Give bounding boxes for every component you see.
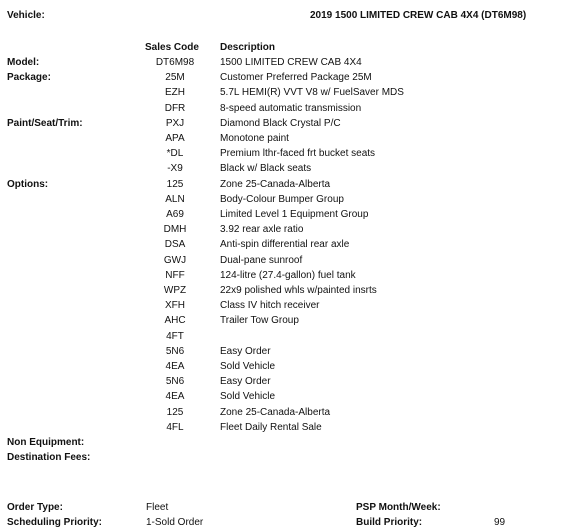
build-priority-value: 99 [494,517,506,528]
description-cell: Class IV hitch receiver [220,300,320,312]
sales-code-cell: ALN [165,193,185,205]
sales-code-cell: 5N6 [165,376,185,388]
sales-code-cell: DT6M98 [155,57,195,68]
description-cell: Sold Vehicle [220,361,276,372]
section-label: Paint/Seat/Trim: [7,117,83,129]
table-row [0,133,585,148]
scheduling-priority-value: 1-Sold Order [146,517,204,528]
table-row [0,57,585,72]
table-row [0,376,585,391]
description-cell: 8-speed automatic transmission [220,102,362,114]
table-row [0,118,585,133]
description-cell: Zone 25-Canada-Alberta [220,406,331,418]
build-priority-label: Build Priority: [356,517,423,528]
psp-month-week-label: PSP Month/Week: [356,502,441,513]
table-row [0,422,585,437]
section-label: Destination Fees: [7,452,91,464]
table-row [0,179,585,194]
table-row [0,285,585,300]
vehicle-value: 2019 1500 LIMITED CREW CAB 4X4 (DT6M98) [310,10,527,21]
description-header: Description [220,42,276,53]
description-cell: Diamond Black Crystal P/C [220,117,341,129]
sales-code-cell: DSA [164,239,186,251]
description-cell: 1500 LIMITED CREW CAB 4X4 [220,57,362,68]
description-cell: Sold Vehicle [220,391,276,403]
table-row [0,194,585,209]
order-type-value: Fleet [146,502,169,513]
description-cell: Easy Order [220,376,271,388]
sales-code-cell: 4FT [166,330,184,342]
table-row [0,255,585,270]
sales-code-cell: DFR [164,102,186,114]
sales-code-cell: AHC [164,315,186,327]
table-row [0,346,585,361]
section-label: Model: [7,57,40,68]
sales-code-cell: PXJ [165,117,185,129]
description-cell: Body-Colour Bumper Group [220,193,344,205]
sales-code-cell: GWJ [163,254,187,266]
section-label: Package: [7,72,51,84]
order-type-label: Order Type: [7,502,63,513]
sales-code-cell: 125 [166,406,184,418]
description-cell: Customer Preferred Package 25M [220,72,372,84]
sales-code-cell: APA [165,133,185,144]
table-row [0,163,585,178]
table-row [0,148,585,163]
section-label: Options: [7,178,49,190]
table-row [0,239,585,254]
description-cell: 22x9 polished whls w/painted insrts [220,285,377,296]
sales-code-cell: 4EA [165,361,185,372]
description-cell: Easy Order [220,345,271,357]
sales-code-cell: 5N6 [165,345,185,357]
sales-code-cell: 25M [165,72,185,84]
table-row [0,391,585,406]
description-cell: Black w/ Black seats [220,163,312,175]
description-cell: Limited Level 1 Equipment Group [220,209,369,220]
description-cell: Premium lthr-faced frt bucket seats [220,148,376,160]
section-label: Non Equipment: [7,437,85,448]
table-row [0,72,585,87]
sales-code-cell: EZH [165,87,185,99]
description-cell: Dual-pane sunroof [220,254,303,266]
vehicle-label: Vehicle: [7,10,45,21]
table-row [0,300,585,315]
sales-code-cell: 125 [166,178,184,190]
table-row [0,270,585,285]
description-cell: 5.7L HEMI(R) VVT V8 w/ FuelSaver MDS [220,87,404,99]
table-row [0,209,585,224]
description-cell: Zone 25-Canada-Alberta [220,178,331,190]
sales-code-cell: A69 [166,209,184,220]
description-cell: Monotone paint [220,133,289,144]
description-cell: Fleet Daily Rental Sale [220,421,322,433]
sales-code-cell: *DL [166,148,184,160]
table-row [0,331,585,346]
sales-code-cell: XFH [165,300,185,312]
table-row [0,224,585,239]
table-row [0,315,585,330]
description-cell: 124-litre (27.4-gallon) fuel tank [220,269,356,281]
sales-code-cell: DMH [163,224,187,236]
description-cell: 3.92 rear axle ratio [220,224,304,236]
sales-code-cell: 4FL [166,421,184,433]
table-row [0,103,585,118]
table-row [0,361,585,376]
table-row [0,87,585,102]
description-cell: Trailer Tow Group [220,315,299,327]
table-row [0,407,585,422]
sales-code-cell: WPZ [163,285,187,296]
sales-code-cell: -X9 [167,163,183,175]
sales-code-cell: 4EA [165,391,185,403]
sales-code-header: Sales Code [145,42,199,53]
description-cell: Anti-spin differential rear axle [220,239,350,251]
scheduling-priority-label: Scheduling Priority: [7,517,103,528]
sales-code-cell: NFF [165,269,185,281]
